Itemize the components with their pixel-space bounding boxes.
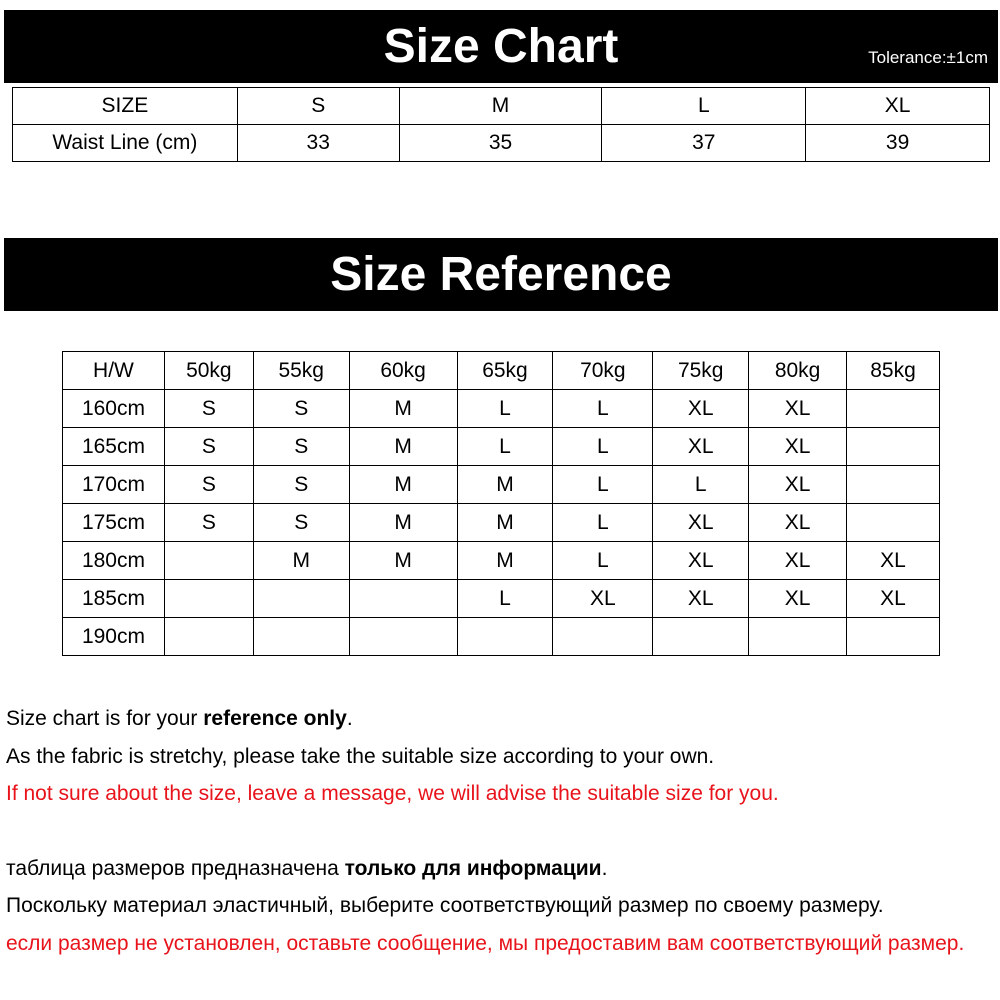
- table-cell: L: [457, 428, 553, 466]
- header-cell: XL: [806, 88, 990, 125]
- note-en-advice: If not sure about the size, leave a message, we will advise the suitable size for you.: [6, 782, 779, 805]
- table-cell: S: [253, 390, 349, 428]
- row-label-cell: 170cm: [63, 466, 165, 504]
- table-cell: M: [457, 466, 553, 504]
- size-chart-table: [12, 87, 990, 162]
- table-cell: S: [253, 504, 349, 542]
- table-cell: XL: [653, 580, 749, 618]
- table-cell: S: [164, 504, 253, 542]
- table-cell: [553, 618, 653, 656]
- table-cell: L: [553, 504, 653, 542]
- row-label-cell: 175cm: [63, 504, 165, 542]
- row-label-cell: 165cm: [63, 428, 165, 466]
- table-cell: [164, 580, 253, 618]
- table-cell: [164, 618, 253, 656]
- table-cell: XL: [749, 428, 847, 466]
- size-reference-title: Size Reference: [330, 248, 672, 301]
- table-cell: [653, 618, 749, 656]
- table-cell: L: [553, 542, 653, 580]
- table-cell: [253, 580, 349, 618]
- table-row: [63, 504, 940, 542]
- table-cell: 39: [806, 125, 990, 162]
- table-cell: S: [164, 390, 253, 428]
- table-cell: XL: [749, 504, 847, 542]
- table-cell: S: [253, 428, 349, 466]
- table-cell: M: [253, 542, 349, 580]
- table-row: [63, 428, 940, 466]
- table-row: [63, 466, 940, 504]
- note-ru-stretchy: Поскольку материал эластичный, выберите соответствующий размер по своему размеру.: [6, 894, 884, 917]
- size-reference-table: [62, 351, 940, 656]
- header-cell: 50kg: [164, 352, 253, 390]
- table-header-row: [63, 352, 940, 390]
- table-cell: S: [164, 428, 253, 466]
- header-cell: H/W: [63, 352, 165, 390]
- table-row: [63, 580, 940, 618]
- header-cell: 85kg: [847, 352, 940, 390]
- table-cell: XL: [653, 428, 749, 466]
- table-cell: L: [457, 390, 553, 428]
- table-cell: [749, 618, 847, 656]
- table-cell: M: [349, 542, 457, 580]
- row-label-cell: 185cm: [63, 580, 165, 618]
- table-row: [63, 618, 940, 656]
- table-cell: L: [653, 466, 749, 504]
- table-cell: 37: [602, 125, 806, 162]
- row-label-cell: 160cm: [63, 390, 165, 428]
- table-cell: XL: [749, 466, 847, 504]
- table-cell: S: [253, 466, 349, 504]
- table-cell: XL: [847, 542, 940, 580]
- size-reference-banner: [4, 238, 998, 311]
- table-cell: L: [553, 466, 653, 504]
- table-cell: M: [349, 428, 457, 466]
- row-label-cell: Waist Line (cm): [13, 125, 238, 162]
- header-cell: SIZE: [13, 88, 238, 125]
- table-cell: [457, 618, 553, 656]
- table-cell: M: [349, 504, 457, 542]
- size-chart-banner: [4, 10, 998, 83]
- table-cell: M: [457, 542, 553, 580]
- table-header-row: [13, 88, 990, 125]
- table-row: [13, 125, 990, 162]
- header-cell: M: [399, 88, 602, 125]
- table-cell: [847, 390, 940, 428]
- table-cell: M: [349, 466, 457, 504]
- header-cell: L: [602, 88, 806, 125]
- table-cell: [349, 580, 457, 618]
- table-cell: 35: [399, 125, 602, 162]
- table-cell: XL: [653, 390, 749, 428]
- table-cell: L: [457, 580, 553, 618]
- table-cell: M: [349, 390, 457, 428]
- table-cell: XL: [653, 542, 749, 580]
- header-cell: 60kg: [349, 352, 457, 390]
- table-cell: [164, 542, 253, 580]
- header-cell: 55kg: [253, 352, 349, 390]
- row-label-cell: 180cm: [63, 542, 165, 580]
- table-cell: XL: [749, 542, 847, 580]
- table-cell: M: [457, 504, 553, 542]
- header-cell: 70kg: [553, 352, 653, 390]
- table-row: [63, 390, 940, 428]
- header-cell: S: [237, 88, 399, 125]
- table-cell: L: [553, 390, 653, 428]
- header-cell: 75kg: [653, 352, 749, 390]
- table-cell: [847, 428, 940, 466]
- table-cell: [847, 618, 940, 656]
- table-cell: L: [553, 428, 653, 466]
- table-cell: XL: [653, 504, 749, 542]
- table-cell: XL: [847, 580, 940, 618]
- header-cell: 65kg: [457, 352, 553, 390]
- table-cell: [847, 504, 940, 542]
- header-cell: 80kg: [749, 352, 847, 390]
- table-cell: 33: [237, 125, 399, 162]
- note-en-stretchy: As the fabric is stretchy, please take the suitable size according to your own.: [6, 744, 715, 768]
- table-cell: [847, 466, 940, 504]
- table-cell: [349, 618, 457, 656]
- note-ru-reference: таблица размеров предназначена только для информации.: [6, 856, 608, 880]
- table-row: [63, 542, 940, 580]
- table-cell: [253, 618, 349, 656]
- tolerance-note: Tolerance:±1cm: [868, 48, 988, 67]
- table-cell: XL: [749, 390, 847, 428]
- note-en-reference: Size chart is for your reference only.: [6, 707, 353, 730]
- row-label-cell: 190cm: [63, 618, 165, 656]
- notes-section: [6, 700, 991, 962]
- note-ru-advice: если размер не установлен, оставьте сообщение, мы предоставим вам соответствующий размер.: [6, 931, 965, 955]
- table-cell: S: [164, 466, 253, 504]
- table-cell: XL: [749, 580, 847, 618]
- size-chart-title: Size Chart: [383, 20, 619, 73]
- table-cell: XL: [553, 580, 653, 618]
